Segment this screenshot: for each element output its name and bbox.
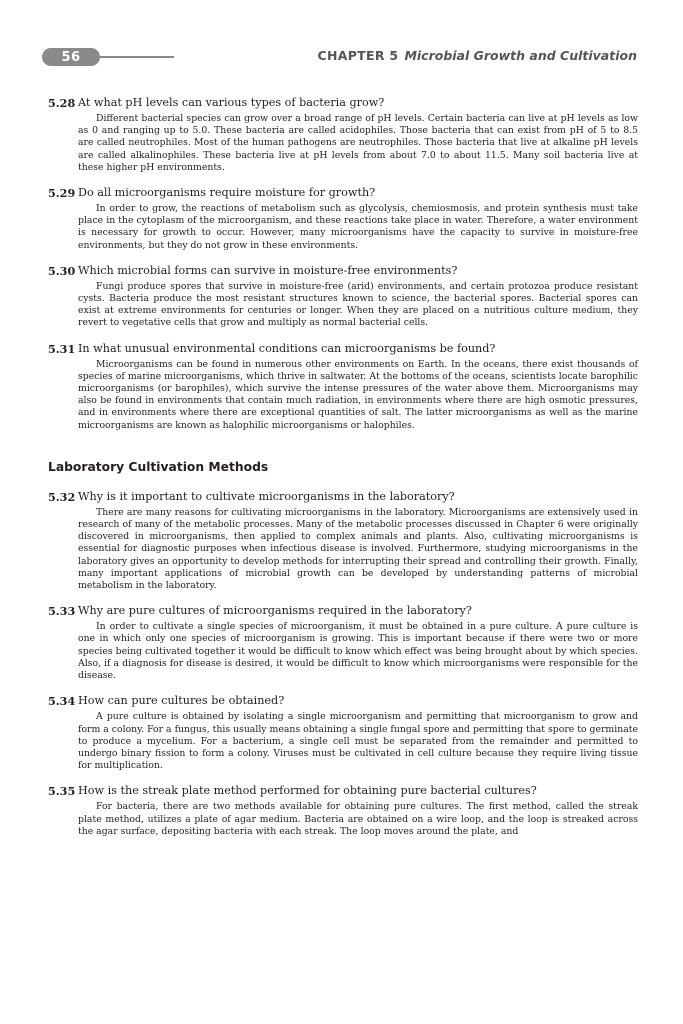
qa-item: [48, 342, 638, 432]
question-number: 5.30: [48, 263, 76, 278]
chapter-title: Microbial Growth and Cultivation: [404, 48, 637, 63]
chapter-label: CHAPTER 5: [317, 48, 399, 63]
qa-item: [48, 490, 638, 592]
question-number: 5.28: [48, 96, 76, 110]
answer: Fungi produce spores that survive in moisture-free (arid) environments, and certain protozoa produce resistant cysts. Bacteria produce the most resistant structures known to science, the bacterial spores. Bacterial spores can exist at extreme environments for centuries or longer. When they are placed on a nutritious culture medium, they revert to vegetative cells that grow and multiply as normal bacterial cells.: [78, 280, 638, 329]
answer: There are many reasons for cultivating microorganisms in the laboratory. Microorganisms are extensively used in research of many of the metabolic processes. Many of the metabolic processes discussed in Chapter 6 were originally discovered in microorganisms, then applied to complex animals and plants. Also, cultivating microorganisms is essential for diagnostic purposes when infectious disease is involved. Furthermore, studying microorganisms in the laboratory gives an opportunity to develop methods for interrupting their spread and controlling their growth. Finally, many important applications of microbial growth can be developed by understanding patterns of microbial metabolism in the laboratory.: [78, 506, 638, 592]
question-number: 5.31: [48, 341, 76, 356]
question-text: Do all microorganisms require moisture for growth?: [78, 186, 376, 200]
qa-item: [48, 96, 638, 174]
question: [48, 342, 638, 356]
question-number: 5.32: [48, 489, 76, 504]
question: [48, 186, 638, 200]
question-text: Why are pure cultures of microorganisms required in the laboratory?: [78, 604, 472, 618]
qa-group-1: [48, 96, 638, 432]
qa-item: [48, 694, 638, 772]
question: [48, 96, 638, 110]
question-number: 5.34: [48, 694, 76, 709]
header-rule: [96, 56, 174, 58]
running-head: [318, 48, 637, 63]
question: [48, 264, 638, 278]
question: [48, 490, 638, 504]
question-text: How is the streak plate method performed for obtaining pure bacterial cultures?: [78, 784, 537, 798]
question: [48, 784, 638, 798]
answer: For bacteria, there are two methods available for obtaining pure cultures. The first method, called the streak plate method, utilizes a plate of agar medium. Bacteria are obtained on a wire loop, and the loop is streaked across the agar surface, depositing bacteria with each streak. The loop moves around the plate, and: [78, 801, 638, 837]
answer: Different bacterial species can grow over a broad range of pH levels. Certain bacteria can live at pH levels as low as 0 and ranging up to 5.0. These bacteria are called acidophiles. Those bacteria that can exist from pH of 5 to 8.5 are called neutrophiles. Most of the human pathogens are neutrophiles. Those bacteria that live at alkaline pH levels are called alkalinophiles. These bacteria live at pH levels from about 7.0 to about 11.5. Many soil bacteria live at these higher pH environments.: [78, 113, 638, 173]
qa-item: [48, 604, 638, 682]
question-text: In what unusual environmental conditions can microorganisms be found?: [78, 341, 496, 355]
qa-item: [48, 186, 638, 252]
question-text: Which microbial forms can survive in moisture-free environments?: [78, 263, 458, 277]
question-text: How can pure cultures be obtained?: [78, 694, 285, 708]
question: [48, 694, 638, 708]
question-number: 5.33: [48, 604, 76, 619]
question-number: 5.35: [48, 784, 76, 799]
answer: In order to cultivate a single species of microorganism, it must be obtained in a pure culture. A pure culture is one in which only one species of microorganism is growing. This is important because if there were two or more species being cultivated together it would be difficult to know which effect was being brought about by which species. Also, if a diagnosis for disease is desired, it would be difficult to know which microorganisms were responsible for the disease.: [78, 621, 638, 682]
answer: In order to grow, the reactions of metabolism such as glycolysis, chemiosmosis, and protein synthesis must take place in the cytoplasm of the microorganism, and these reactions take place in water. Therefore, a water environment is necessary for growth to occur. However, many microorganisms have the capacity to survive in moisture-free environments, but they do not grow in these environments.: [78, 203, 638, 251]
page-header: [0, 0, 683, 80]
question-number: 5.29: [48, 186, 76, 201]
question-text: Why is it important to cultivate microorganisms in the laboratory?: [78, 489, 455, 503]
question-text: At what pH levels can various types of bacteria grow?: [78, 96, 385, 109]
qa-group-2: [48, 490, 638, 838]
page-number: 56: [42, 48, 100, 66]
question: [48, 604, 638, 618]
page-content: [48, 96, 638, 850]
answer: A pure culture is obtained by isolating a single microorganism and permitting that microorganism to grow and form a colony. For a fungus, this usually means obtaining a single fungal spore and permitting that spore to germinate to produce a mycelium. For a bacterium, a single cell must be separated from the remainder and permitted to undergo binary fission to form a colony. Viruses must be cultivated in cell culture because they require living tissue for multiplication.: [78, 711, 638, 772]
qa-item: [48, 784, 638, 838]
qa-item: [48, 264, 638, 330]
section-heading: Laboratory Cultivation Methods: [48, 459, 269, 474]
answer: Microorganisms can be found in numerous other environments on Earth. In the oceans, there exist thousands of species of marine microorganisms, which thrive in saltwater. At the bottoms of the oceans, scientists locate barophilic microorganisms (or barophiles), which survive the intense pressures of the water above them. Microorganisms may also be found in environments that contain much radiation, in environments where there are high osmotic pressures, and in environments where there are exceptional quantities of salt. The latter microorganisms as well as the marine microorganisms are known as halophilic microorganisms or halophiles.: [78, 358, 638, 431]
